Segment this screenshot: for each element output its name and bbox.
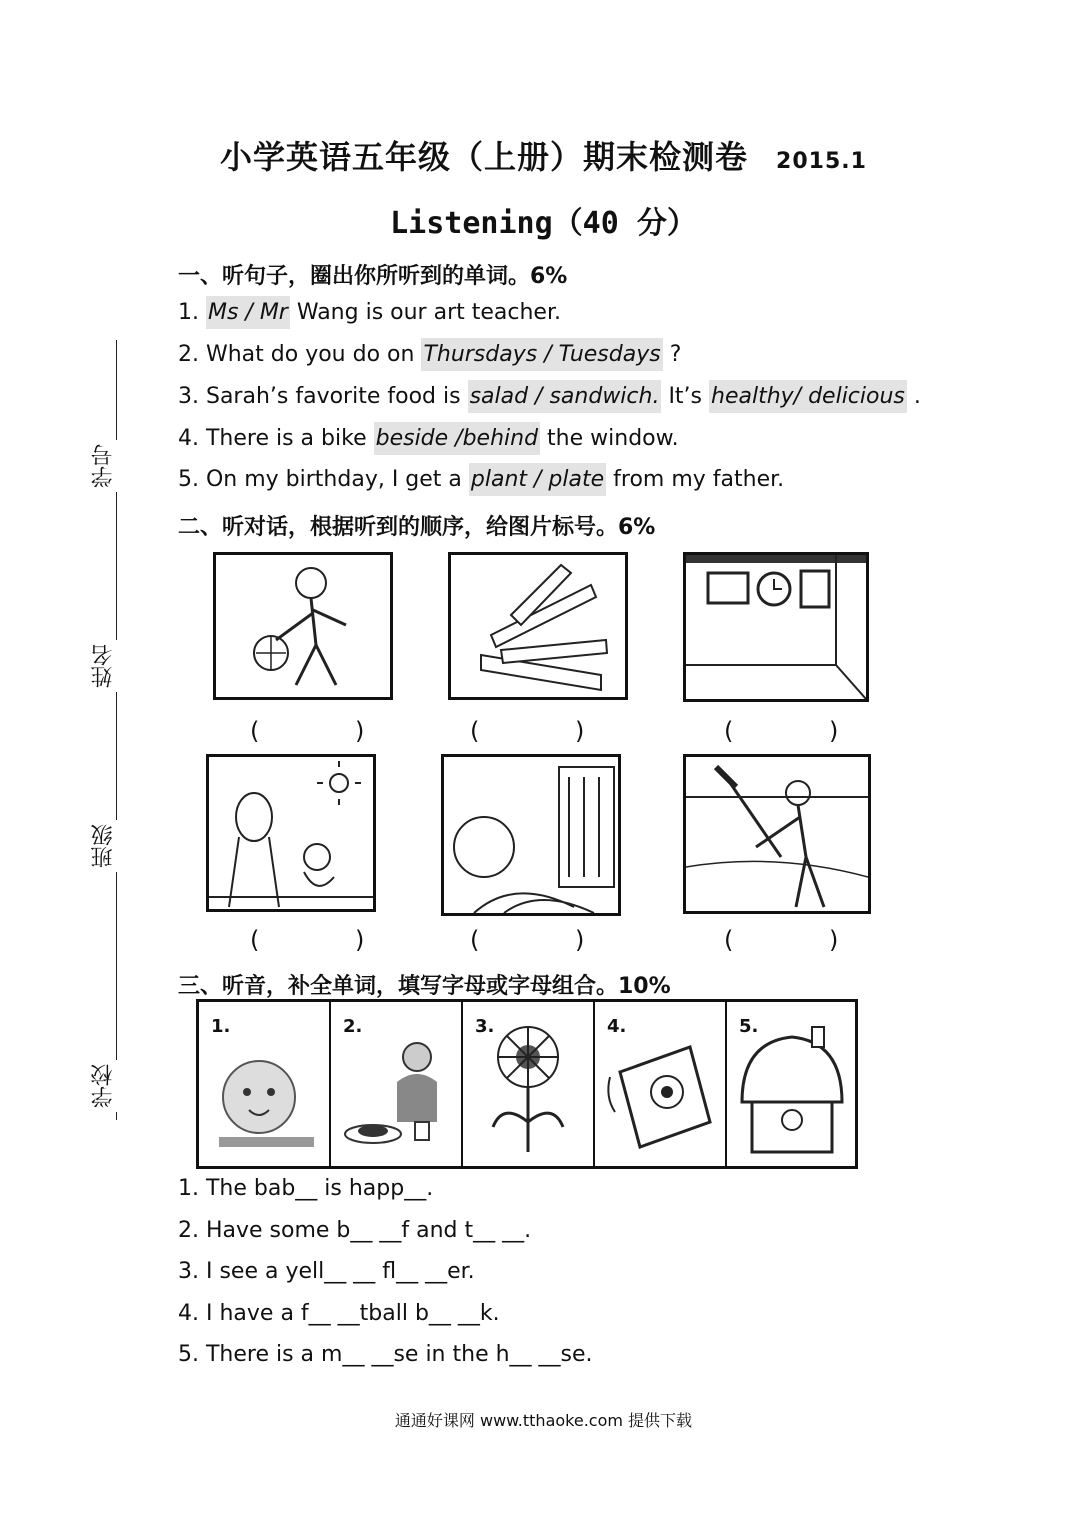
line-number: 1.	[178, 300, 206, 325]
title-text: 小学英语五年级（上册）期末检测卷	[220, 138, 749, 176]
picture-carrots	[448, 552, 628, 700]
section1-line	[178, 467, 784, 492]
planting-icon	[209, 757, 373, 909]
school-label: 学校	[88, 1060, 119, 1112]
picture-planting	[206, 754, 376, 912]
cell-number: 4.	[607, 1016, 627, 1037]
cell-number: 1.	[211, 1016, 231, 1037]
section3-heading: 三、听音，补全单词，填写字母或字母组合。10%	[178, 974, 671, 999]
sentence-text: .	[906, 384, 921, 409]
answer-paren-2[interactable]: ( )	[470, 717, 629, 745]
hoeing-icon	[686, 757, 868, 911]
sentence-text: Sarah’s favorite food is	[205, 384, 468, 409]
section1-heading: 一、听句子，圈出你所听到的单词。6%	[178, 264, 568, 289]
section1-line	[178, 342, 681, 367]
class-label: 班级	[88, 820, 119, 872]
carrots-icon	[451, 555, 625, 697]
line-number: 4.	[178, 426, 206, 451]
picture-wall-clock	[683, 552, 869, 702]
word-choice[interactable]: healthy/ delicious	[709, 380, 907, 413]
fill-blank-line[interactable]: 4. I have a f__ __tball b__ __k.	[178, 1301, 500, 1326]
sentence-text: ?	[662, 342, 682, 367]
cell-baby	[199, 1002, 331, 1166]
river-icon	[444, 757, 618, 913]
binding-margin	[80, 340, 140, 1130]
answer-paren-4[interactable]: ( )	[250, 926, 409, 954]
section1-line	[178, 384, 921, 409]
cell-number: 3.	[475, 1016, 495, 1037]
cell-number: 2.	[343, 1016, 363, 1037]
sentence-text: On my birthday, I get a	[205, 467, 469, 492]
fill-blank-line[interactable]: 5. There is a m__ __se in the h__ __se.	[178, 1342, 593, 1367]
answer-paren-5[interactable]: ( )	[470, 926, 629, 954]
cell-football-book	[595, 1002, 727, 1166]
sentence-text: Wang is our art teacher.	[289, 300, 561, 325]
wall-clock-icon	[686, 555, 866, 699]
sentence-text: It’s	[661, 384, 710, 409]
cell-beef-tea	[331, 1002, 463, 1166]
picture-basketball-player	[213, 552, 393, 700]
student-number-label: 学号	[88, 440, 119, 492]
answer-paren-3[interactable]: ( )	[724, 717, 883, 745]
cell-mouse-house	[727, 1002, 857, 1166]
fill-blank-line[interactable]: 1. The bab__ is happ__.	[178, 1176, 434, 1201]
section1-line	[178, 426, 679, 451]
answer-paren-1[interactable]: ( )	[250, 717, 409, 745]
page-title	[0, 132, 1087, 178]
word-choice[interactable]: Thursdays / Tuesdays	[421, 338, 662, 371]
cell-number: 5.	[739, 1016, 759, 1037]
picture-hoeing	[683, 754, 871, 914]
footer-credit: 通通好课网 www.tthaoke.com 提供下载	[394, 1411, 693, 1430]
line-number: 3.	[178, 384, 206, 409]
word-choice[interactable]: salad / sandwich.	[468, 380, 662, 413]
sentence-text: from my father.	[606, 467, 785, 492]
cell-flower	[463, 1002, 595, 1166]
section1-line	[178, 300, 561, 325]
sentence-text: There is a bike	[205, 426, 374, 451]
line-number: 2.	[178, 342, 206, 367]
name-label: 姓名	[88, 640, 119, 692]
sentence-text: the window.	[540, 426, 679, 451]
sentence-text: What do you do on	[205, 342, 422, 367]
exam-date: 2015.1	[776, 149, 867, 174]
answer-paren-6[interactable]: ( )	[724, 926, 883, 954]
word-choice[interactable]: beside /behind	[374, 422, 540, 455]
word-choice[interactable]: Ms / Mr	[206, 296, 290, 329]
fill-blank-line[interactable]: 3. I see a yell__ __ fl__ __er.	[178, 1259, 475, 1284]
picture-strip	[196, 999, 858, 1169]
word-choice[interactable]: plant / plate	[469, 463, 606, 496]
fill-blank-line[interactable]: 2. Have some b__ __f and t__ __.	[178, 1218, 532, 1243]
picture-river	[441, 754, 621, 916]
basketball-player-icon	[216, 555, 390, 697]
section2-heading: 二、听对话，根据听到的顺序，给图片标号。6%	[178, 515, 656, 540]
line-number: 5.	[178, 467, 206, 492]
section-subtitle: Listening（40 分）	[390, 206, 697, 241]
